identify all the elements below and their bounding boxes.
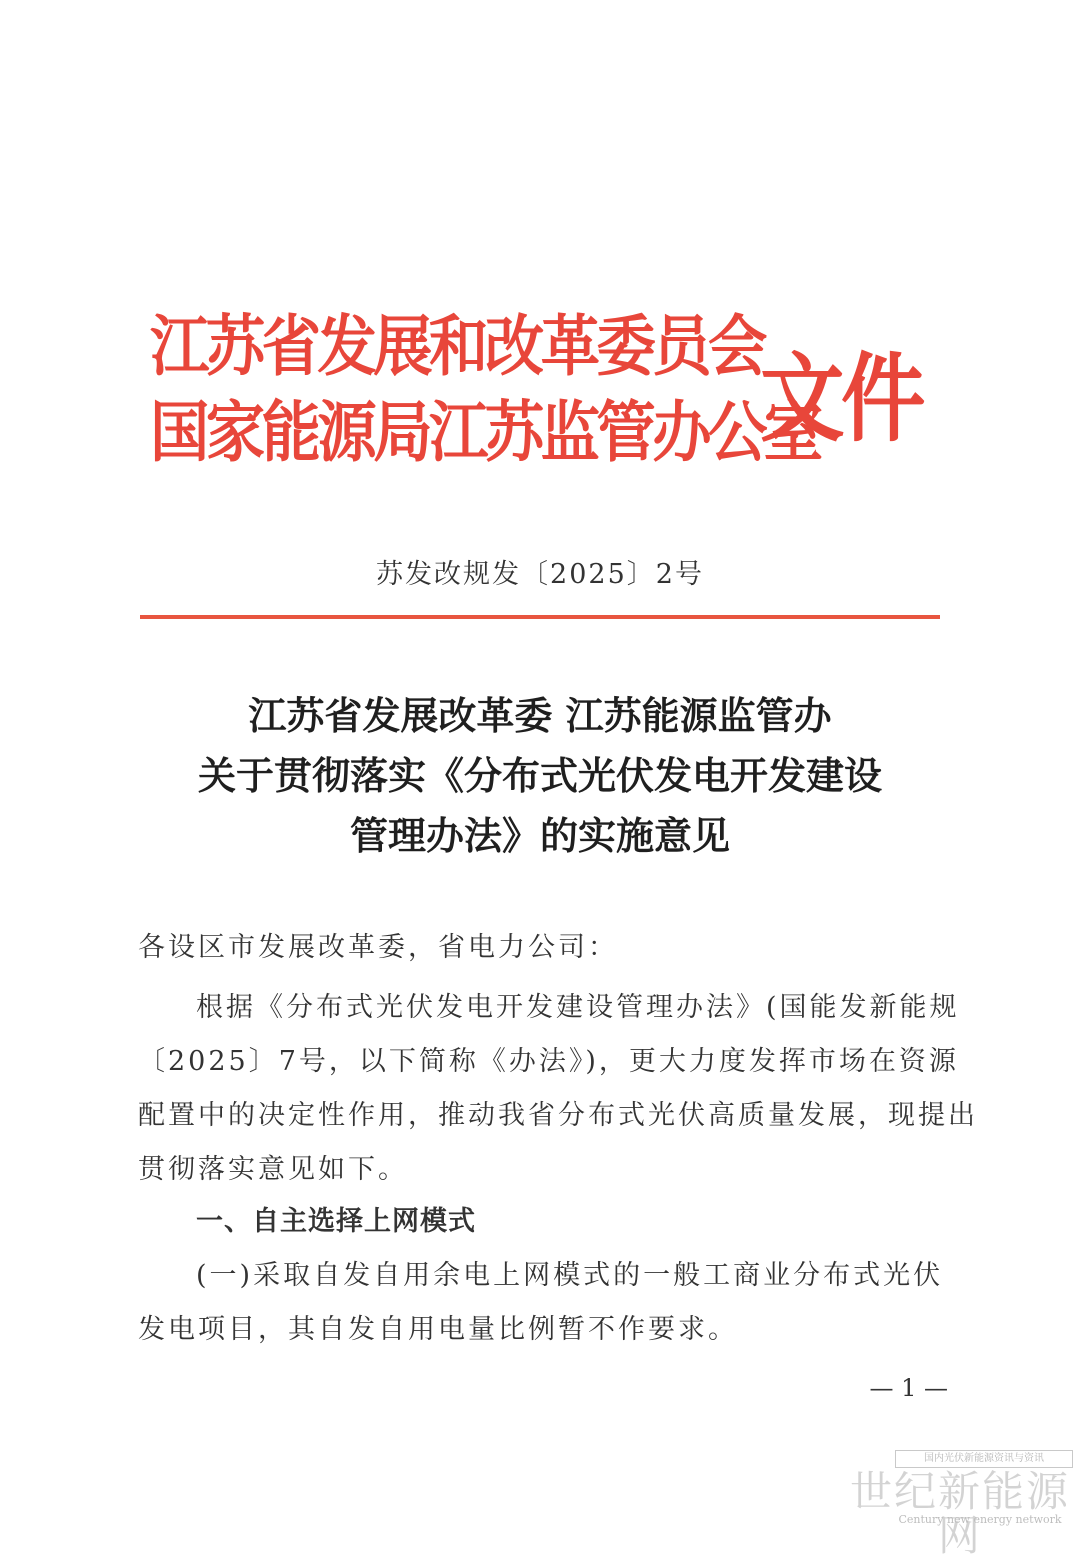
paragraph-1-line-3: 配置中的决定性作用，推动我省分布式光伏高质量发展，现提出 [138, 1100, 978, 1131]
addressee: 各设区市发展改革委，省电力公司： [138, 932, 618, 963]
letterhead [150, 300, 922, 480]
section-heading-1: 一、自主选择上网模式 [196, 1206, 476, 1237]
paragraph-1-line-1: 根据《分布式光伏发电开发建设管理办法》(国能发新能规 [196, 992, 960, 1023]
issuer-line-2: 国家能源局江苏监管办公室 [150, 393, 820, 471]
paragraph-1-line-4: 贯彻落实意见如下。 [138, 1154, 408, 1185]
paragraph-2-line-1: (一)采取自发自用余电上网模式的一般工商业分布式光伏 [196, 1260, 944, 1291]
document-word: 文件 [760, 342, 922, 455]
paragraph-1-line-2: 〔2025〕7号，以下简称《办法》)，更大力度发挥市场在资源 [138, 1046, 959, 1077]
watermark-tagline: 国内光伏新能源资讯与资讯 [895, 1450, 1073, 1468]
issuer-line-1: 江苏省发展和改革委员会 [150, 307, 764, 385]
watermark-subtitle: Century new energy network [898, 1513, 1062, 1526]
page-number: — 1 — [869, 1374, 948, 1402]
watermark [845, 1450, 1075, 1560]
watermark-logo-text: 世纪新能源网 [849, 1467, 1070, 1560]
title-line-3: 管理办法》的实施意见 [349, 813, 730, 858]
document-number: 苏发改规发〔2025〕2号 [376, 559, 704, 590]
red-divider [140, 615, 940, 619]
paragraph-2-line-2: 发电项目，其自发自用电量比例暂不作要求。 [138, 1314, 738, 1345]
title-line-1: 江苏省发展改革委 江苏能源监管办 [248, 693, 832, 738]
title-line-2: 关于贯彻落实《分布式光伏发电开发建设 [197, 753, 882, 798]
